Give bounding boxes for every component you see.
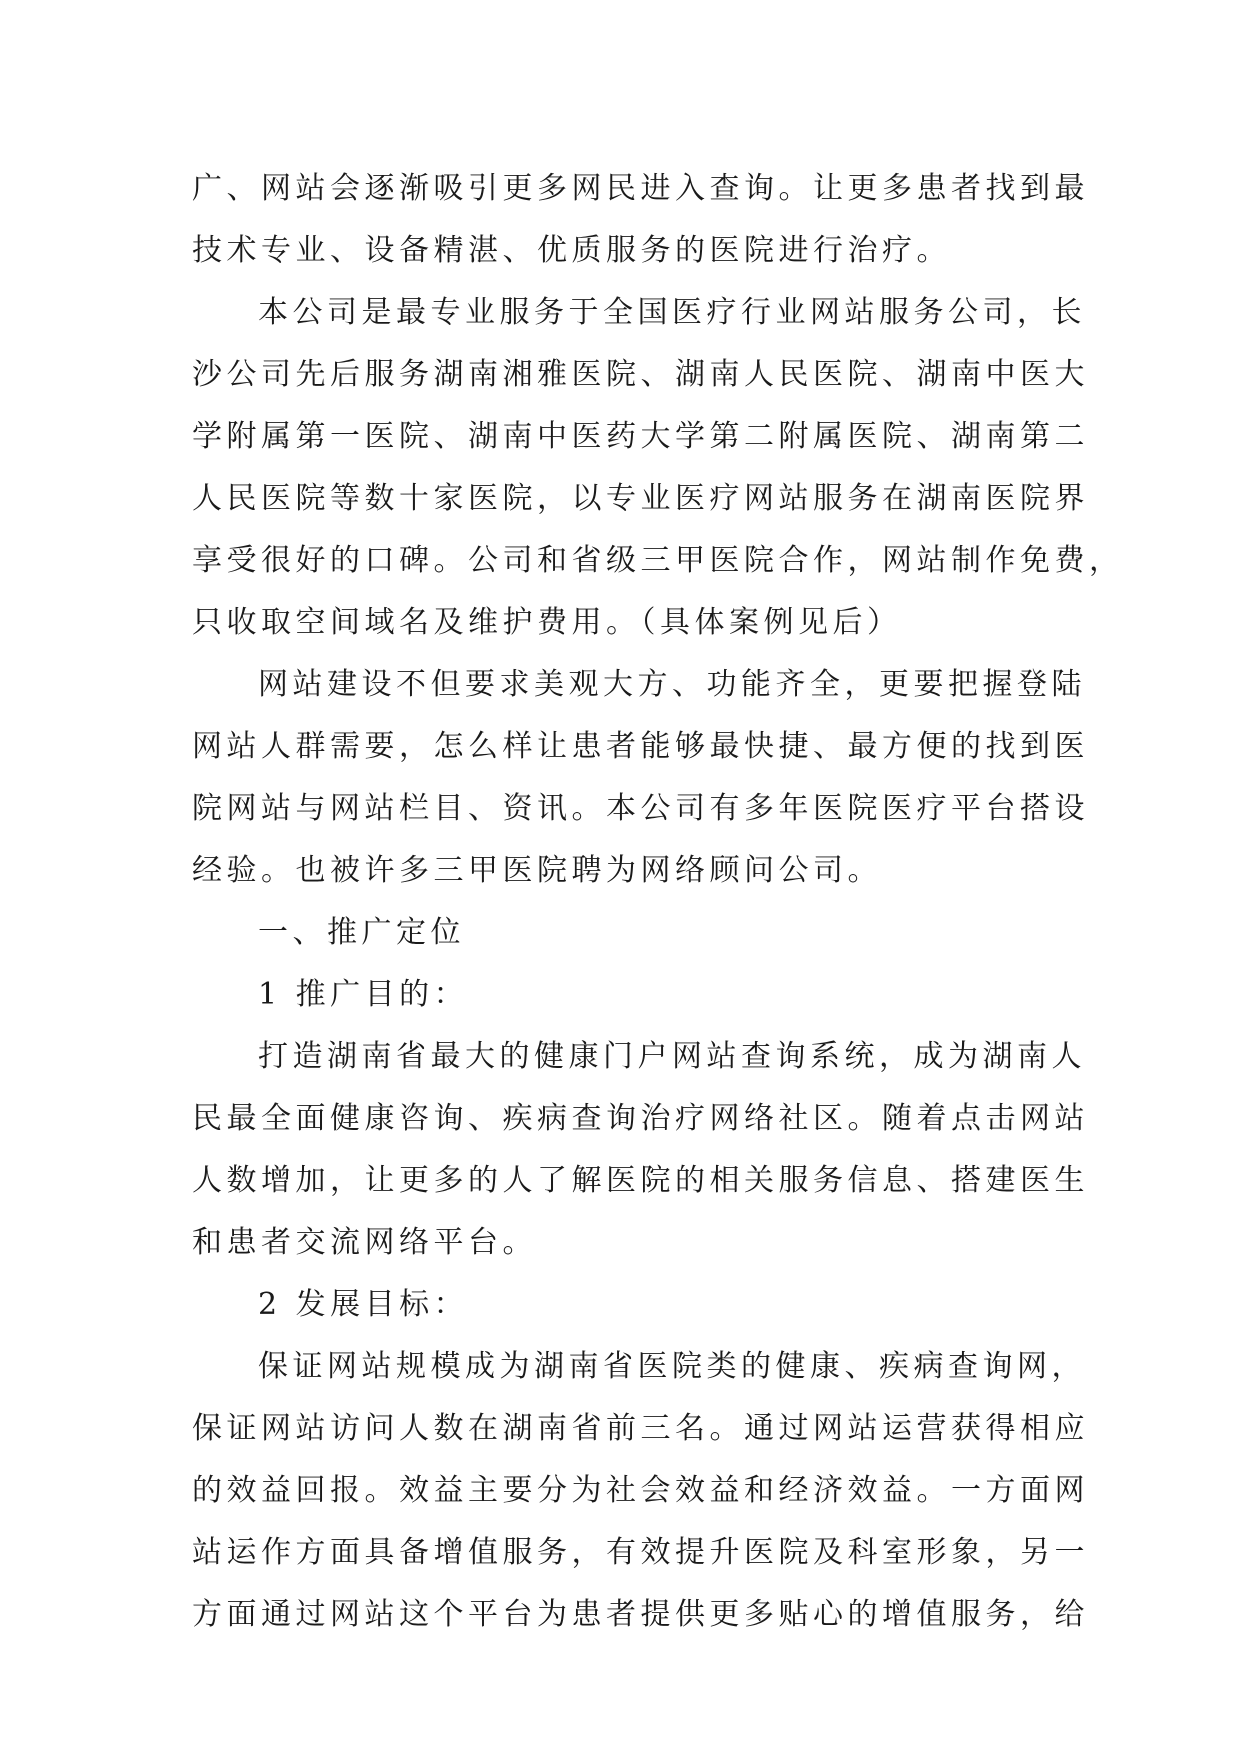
text-line: 站运作方面具备增值服务，有效提升医院及科室形象，另一	[192, 1535, 1089, 1570]
subsection-heading: 1 推广目的：	[258, 977, 469, 1012]
text-line: 院网站与网站栏目、资讯。本公司有多年医院医疗平台搭设	[192, 791, 1089, 826]
text-line: 人数增加，让更多的人了解医院的相关服务信息、搭建医生	[192, 1163, 1089, 1198]
text-line: 和患者交流网络平台。	[192, 1225, 537, 1260]
text-line: 技术专业、设备精湛、优质服务的医院进行治疗。	[192, 233, 951, 268]
text-line: 沙公司先后服务湖南湘雅医院、湖南人民医院、湖南中医大	[192, 357, 1089, 392]
text-line: 经验。也被许多三甲医院聘为网络顾问公司。	[192, 853, 882, 888]
text-line: 网站人群需要，怎么样让患者能够最快捷、最方便的找到医	[192, 729, 1089, 764]
text-line: 本公司是最专业服务于全国医疗行业网站服务公司，长	[258, 295, 1086, 330]
text-line: 人民医院等数十家医院，以专业医疗网站服务在湖南医院界	[192, 481, 1089, 516]
text-line: 方面通过网站这个平台为患者提供更多贴心的增值服务，给	[192, 1597, 1089, 1632]
text-line: 广、网站会逐渐吸引更多网民进入查询。让更多患者找到最	[192, 171, 1089, 206]
subsection-heading: 2 发展目标：	[258, 1287, 469, 1322]
document-body	[192, 158, 1124, 1646]
section-heading: 一、推广定位	[258, 915, 465, 950]
text-line: 享受很好的口碑。公司和省级三甲医院合作，网站制作免费，	[192, 543, 1124, 578]
text-line: 保证网站访问人数在湖南省前三名。通过网站运营获得相应	[192, 1411, 1089, 1446]
text-line: 学附属第一医院、湖南中医药大学第二附属医院、湖南第二	[192, 419, 1089, 454]
text-line: 打造湖南省最大的健康门户网站查询系统，成为湖南人	[258, 1039, 1086, 1074]
text-line: 的效益回报。效益主要分为社会效益和经济效益。一方面网	[192, 1473, 1089, 1508]
text-line: 只收取空间域名及维护费用。（具体案例见后）	[192, 605, 902, 640]
text-line: 民最全面健康咨询、疾病查询治疗网络社区。随着点击网站	[192, 1101, 1089, 1136]
text-line: 网站建设不但要求美观大方、功能齐全，更要把握登陆	[258, 667, 1086, 702]
text-line: 保证网站规模成为湖南省医院类的健康、疾病查询网，	[258, 1349, 1086, 1384]
